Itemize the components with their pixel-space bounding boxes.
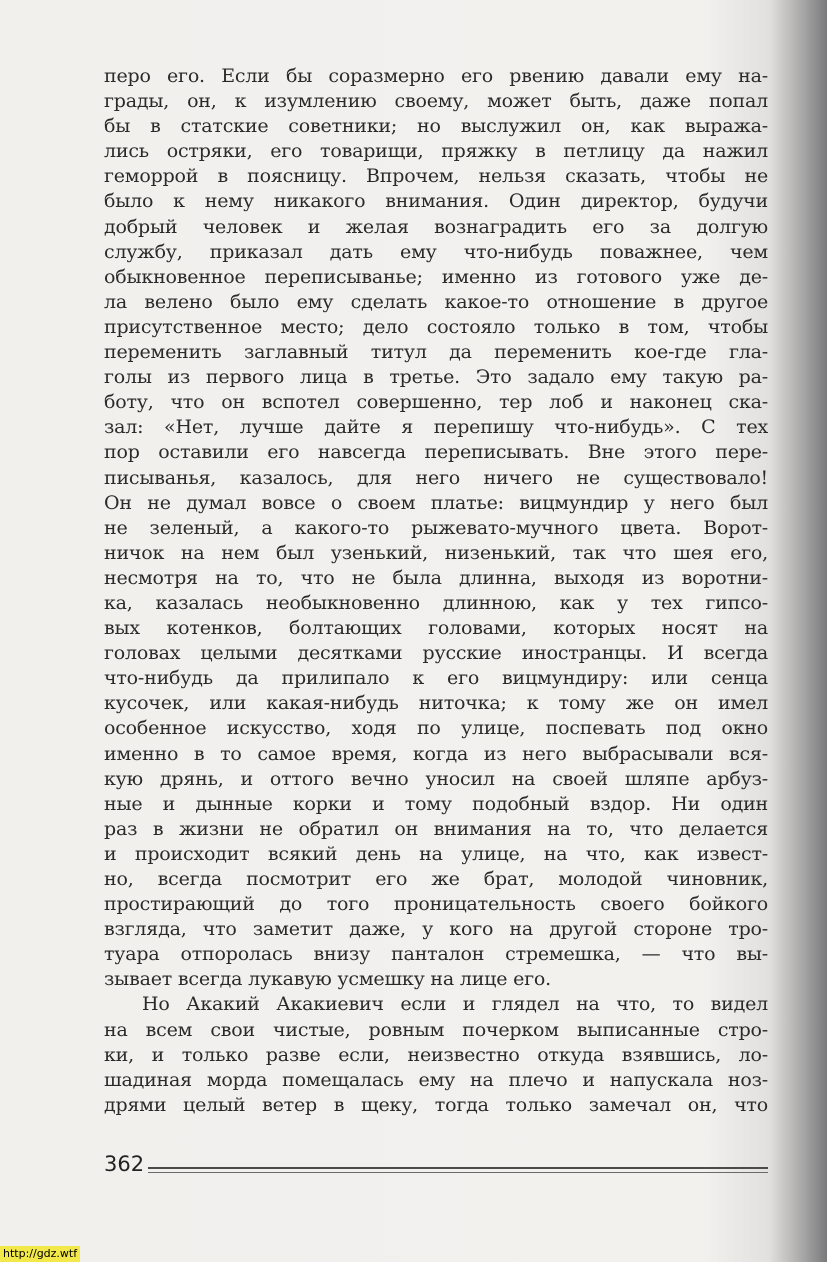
text-line: пор оставили его навсегда переписывать. Вне этого пере-: [104, 441, 768, 464]
text-line: вых котенков, болтающих головами, которых носят на: [104, 617, 768, 640]
text-line: головах целыми десятками русские иностранцы. И всегда: [104, 642, 768, 665]
page-footer: [104, 1148, 768, 1188]
text-line: бы в статские советники; но выслужил он, как выража-: [104, 115, 768, 138]
text-line: лись остряки, его товарищи, пряжку в петлицу да нажил: [104, 140, 768, 163]
text-line: перо его. Если бы соразмерно его рвению давали ему на-: [104, 65, 768, 87]
paragraph-start-line: Но Акакий Акакиевич если и глядел на что, то видел: [142, 993, 768, 1016]
text-line: именно в то самое время, когда из него выбрасывали вся-: [104, 742, 768, 765]
body-text: [104, 64, 768, 1118]
text-line: зал: «Нет, лучше дайте я перепишу что-нибудь». С тех: [104, 416, 768, 439]
text-line: туара отпоролась внизу панталон стремешка, — что вы-: [104, 943, 768, 966]
watermark-link[interactable]: http://gdz.wtf: [0, 1246, 80, 1262]
text-line: ничок на нем был узенький, низенький, так что шея его,: [104, 541, 768, 564]
text-line: было к нему никакого внимания. Один директор, будучи: [104, 190, 768, 213]
text-line: боту, что он вспотел совершенно, тер лоб и наконец ска-: [104, 391, 768, 414]
text-line: особенное искусство, ходя по улице, поспевать под окно: [104, 717, 768, 740]
text-line: грады, он, к изумлению своему, может быть, даже попал: [104, 90, 768, 113]
text-line: обыкновенное переписыванье; именно из готового уже де-: [104, 265, 768, 288]
text-line: взгляда, что заметит даже, у кого на другой стороне тро-: [104, 918, 768, 941]
text-line: кую дрянь, и оттого вечно уносил на своей шляпе арбуз-: [104, 767, 768, 790]
text-line: Он не думал вовсе о своем платье: вицмундир у него был: [104, 491, 768, 514]
text-line: ные и дынные корки и тому подобный вздор. Ни один: [104, 792, 768, 815]
text-line: геморрой в поясницу. Впрочем, нельзя сказать, чтобы не: [104, 165, 768, 188]
text-line: но, всегда посмотрит его же брат, молодой чиновник,: [104, 868, 768, 890]
text-line: несмотря на то, что не была длинна, выходя из воротни-: [104, 566, 768, 589]
text-line: переменить заглавный титул да переменить кое-где гла-: [104, 341, 768, 364]
text-line: добрый человек и желая вознаградить его за долгую: [104, 215, 768, 238]
text-line: на всем свои чистые, ровным почерком выписанные стро-: [104, 1018, 768, 1041]
text-line: службу, приказал дать ему что-нибудь поважнее, чем: [104, 240, 768, 263]
text-line: ла велено было ему сделать какое-то отношение в другое: [104, 290, 768, 313]
footer-rule: [148, 1167, 768, 1171]
paragraph-end-line: зывает всегда лукавую усмешку на лице его.: [104, 968, 551, 991]
text-line: кусочек, или какая-нибудь ниточка; к тому же он имел: [104, 692, 768, 715]
text-line: и происходит всякий день на улице, на что, как извест-: [104, 842, 768, 865]
text-line: что-нибудь да прилипало к его вицмундиру: или сенца: [104, 667, 768, 690]
text-line: раз в жизни не обратил он внимания на то, что делается: [104, 817, 768, 840]
text-line: присутственное место; дело состояло только в том, чтобы: [104, 315, 768, 338]
text-line: не зеленый, а какого-то рыжевато-мучного цвета. Ворот-: [104, 516, 768, 539]
text-line: ки, и только разве если, неизвестно откуда взявшись, ло-: [104, 1043, 768, 1066]
text-line: простирающий до того проницательность своего бойкого: [104, 893, 768, 916]
text-line: ка, казалась необыкновенно длинною, как у тех гипсо-: [104, 591, 768, 614]
page-number: 362: [104, 1152, 145, 1176]
text-line: дрями целый ветер в щеку, тогда только замечал он, что: [104, 1093, 768, 1116]
text-line: голы из первого лица в третье. Это задало ему такую ра-: [104, 366, 768, 389]
text-line: шадиная морда помещалась ему на плечо и напускала ноз-: [104, 1068, 768, 1091]
text-line: писыванья, казалось, для него ничего не существовало!: [104, 466, 768, 489]
